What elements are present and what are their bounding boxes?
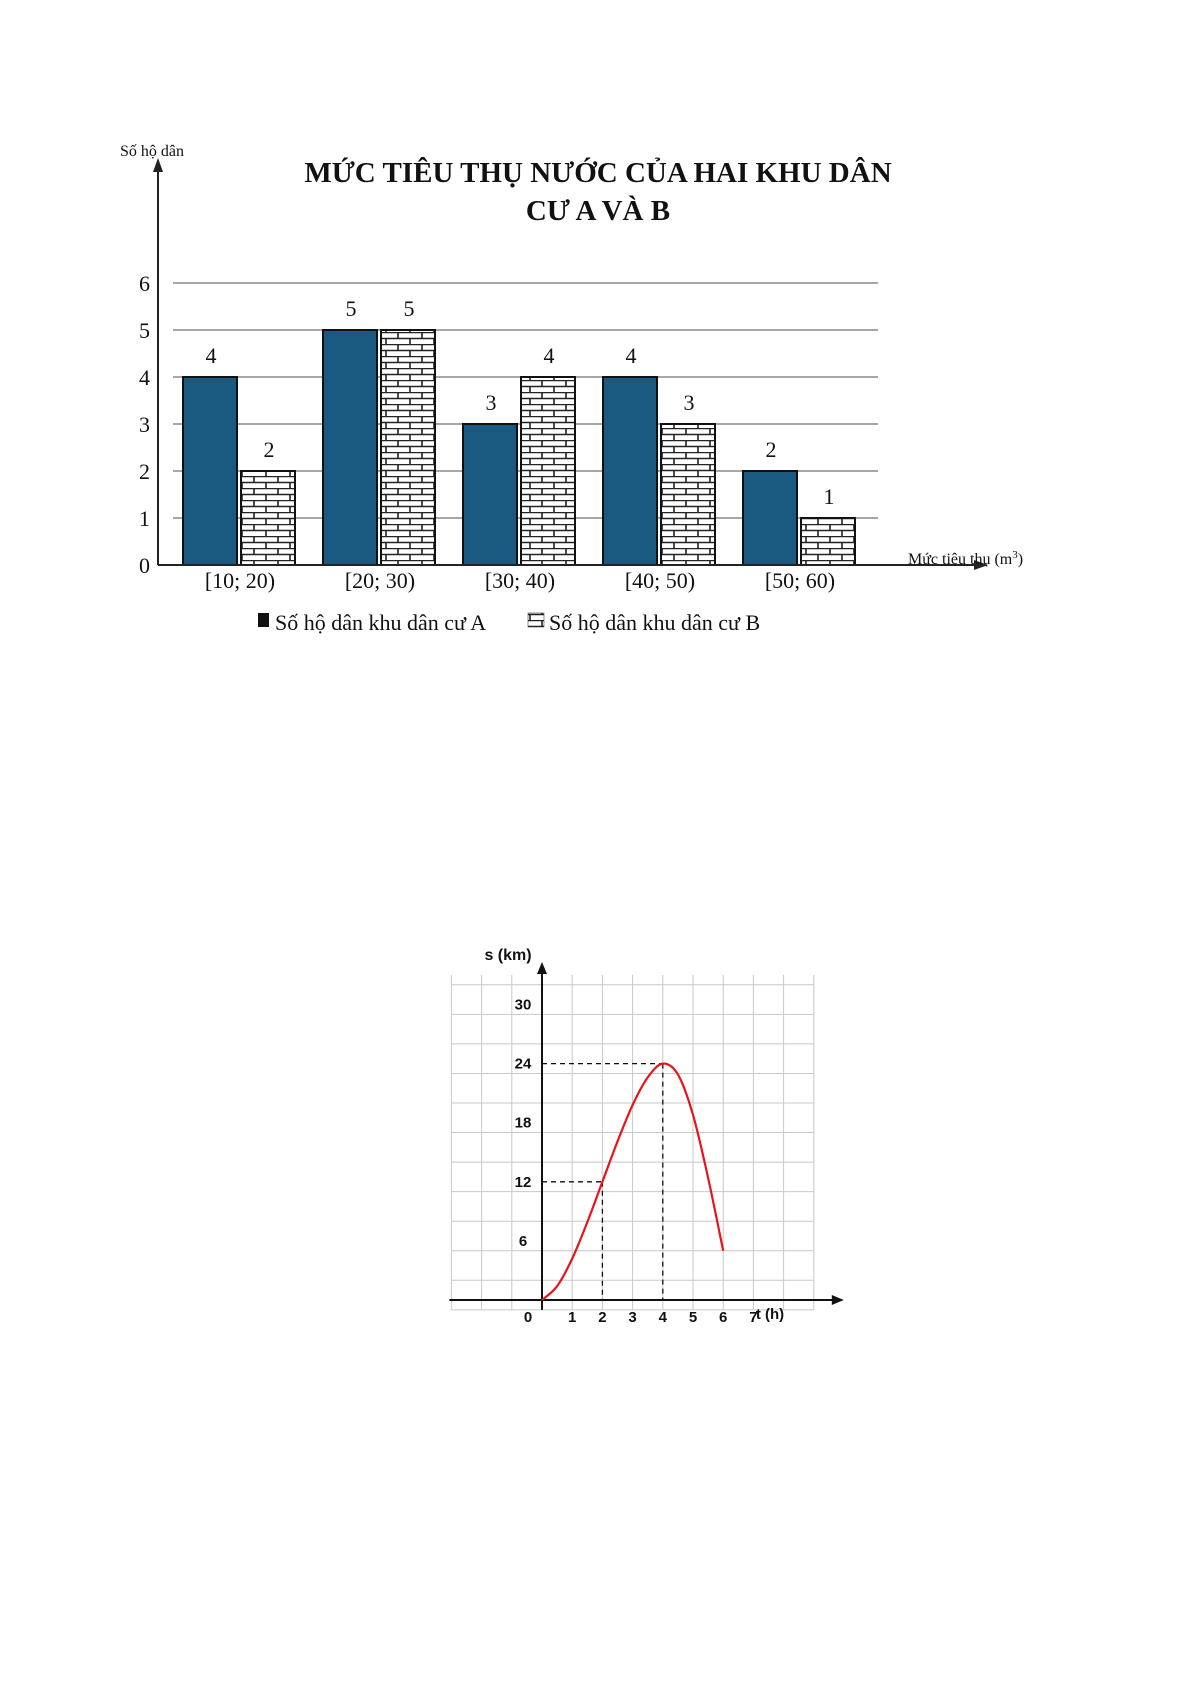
x-axis-label: Mức tiêu thụ $(m^3)$ xyxy=(908,549,1024,568)
x-tick-label: 2 xyxy=(598,1309,607,1326)
bar-a xyxy=(743,471,797,565)
data-label: 5 xyxy=(403,296,415,321)
data-label: 2 xyxy=(263,437,275,462)
bar-a xyxy=(183,377,237,565)
bar-b xyxy=(381,330,435,565)
legend-item-a xyxy=(258,610,486,635)
x-axis-arrow-icon xyxy=(832,1295,844,1305)
data-label: 1 xyxy=(823,484,835,509)
x-tick-label: 7 xyxy=(749,1309,758,1326)
chart-title-line-2: CƯ A VÀ B xyxy=(525,195,671,227)
y-tick-label: 24 xyxy=(514,1055,532,1073)
data-label: 4 xyxy=(543,343,555,368)
y-tick-label: 3 xyxy=(139,412,150,437)
x-tick-label: 0 xyxy=(523,1309,533,1326)
x-tick-label: 4 xyxy=(658,1309,667,1326)
x-tick-label: [30; 40) xyxy=(484,568,556,593)
y-tick-label: 2 xyxy=(139,459,150,484)
legend-swatch-a xyxy=(258,613,269,627)
x-tick-label: 5 xyxy=(688,1309,698,1326)
bar-b xyxy=(661,424,715,565)
legend-label-a: Số hộ dân khu dân cư A xyxy=(275,610,487,635)
data-label: 3 xyxy=(485,390,497,415)
x-tick-label: [20; 30) xyxy=(344,568,416,593)
bar-b xyxy=(241,471,295,565)
bar-b xyxy=(801,518,855,565)
data-label: 5 xyxy=(345,296,357,321)
bar-a xyxy=(603,377,657,565)
y-tick-label: 5 xyxy=(139,318,150,343)
water-consumption-bar-chart xyxy=(120,140,1068,700)
x-tick-label: [10; 20) xyxy=(204,568,276,593)
x-tick-label: 1 xyxy=(568,1309,577,1326)
bar-a xyxy=(323,330,377,565)
bar-b xyxy=(521,377,575,565)
legend-item-b xyxy=(528,610,760,635)
grid-lines xyxy=(451,975,813,1310)
x-tick-label: [40; 50) xyxy=(624,568,696,593)
bar-a xyxy=(463,424,517,565)
data-label: 4 xyxy=(625,343,637,368)
y-tick-label: 1 xyxy=(139,506,150,531)
x-tick-label: [50; 60) xyxy=(764,568,836,593)
data-label: 4 xyxy=(205,343,217,368)
y-axis-arrow-icon xyxy=(537,962,547,974)
x-axis-label: t (h) xyxy=(755,1306,785,1323)
y-tick-label: 0 xyxy=(139,553,150,578)
chart-title-line-1: MỨC TIÊU THỤ NƯỚC CỦA HAI KHU DÂN xyxy=(304,157,892,189)
distance-time-graph xyxy=(440,940,860,1370)
y-tick-label: 12 xyxy=(514,1173,532,1191)
tick-labels xyxy=(515,997,758,1327)
y-axis-label: s (km) xyxy=(484,947,532,964)
x-tick-label: 6 xyxy=(719,1309,728,1326)
y-tick-label: 30 xyxy=(514,996,532,1014)
x-tick-label: 3 xyxy=(628,1309,637,1326)
y-tick-label: 6 xyxy=(139,271,150,296)
y-axis-label: Số hộ dân xyxy=(120,143,184,160)
y-tick-label: 18 xyxy=(514,1114,532,1132)
legend-swatch-b xyxy=(528,613,544,627)
data-label: 3 xyxy=(683,390,695,415)
data-label: 2 xyxy=(765,437,777,462)
y-tick-label: 6 xyxy=(518,1232,528,1250)
y-tick-label: 4 xyxy=(139,365,150,390)
legend-label-b: Số hộ dân khu dân cư B xyxy=(549,610,761,635)
